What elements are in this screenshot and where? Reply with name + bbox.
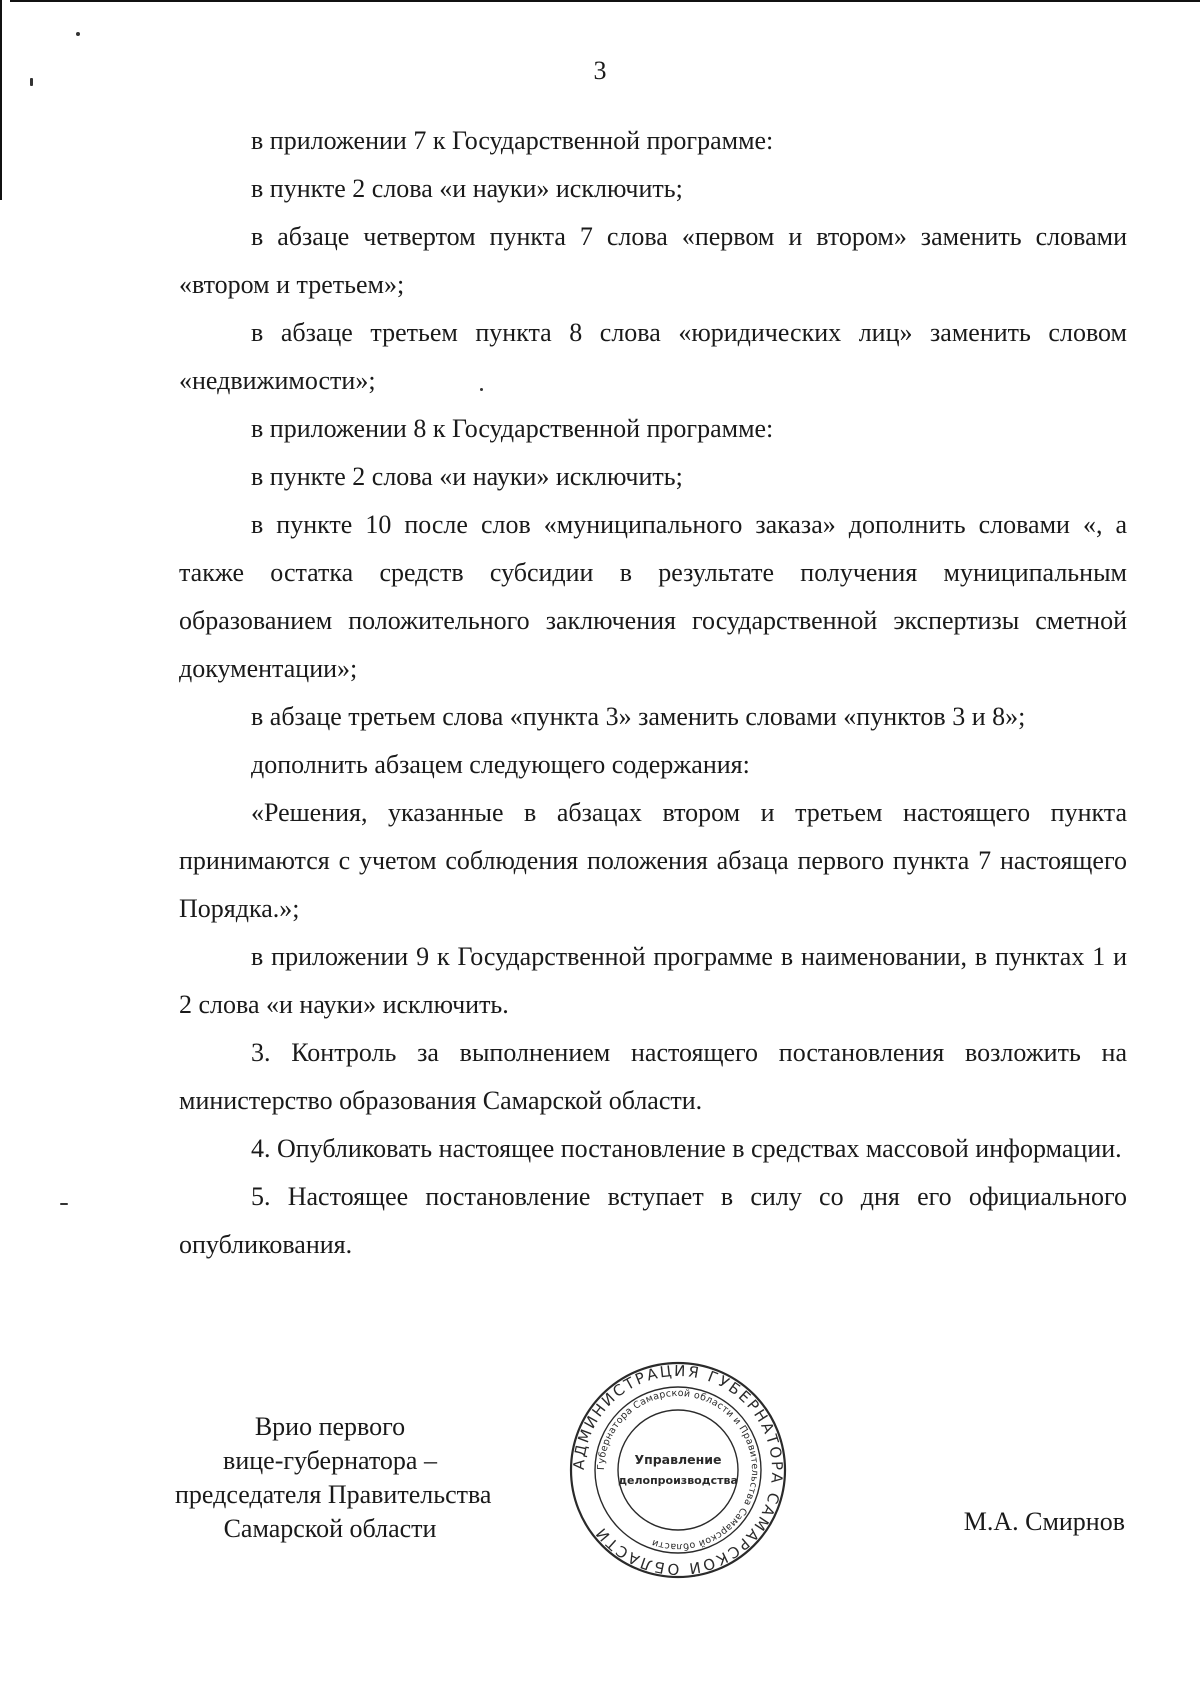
signatory-title-line: Самарской области (223, 1514, 437, 1543)
stamp-center-line: Управление (634, 1452, 722, 1467)
paragraph: в абзаце четвертом пункта 7 слова «первом и втором» заменить словами «втором и третьем»; (179, 222, 1127, 299)
paragraph: в приложении 7 к Государственной программе: (251, 126, 774, 155)
signatory-title-line: председателя Правительства (175, 1480, 492, 1509)
paragraph: 5. Настоящее постановление вступает в силу со дня его официального опубликования. (179, 1182, 1127, 1259)
stamp-inner-text: Губернатора Самарской области и Правительства Самарской области (595, 1387, 761, 1553)
paragraph: в приложении 9 к Государственной программе в наименовании, в пунктах 1 и 2 слова «и науки» исключить. (179, 942, 1127, 1019)
paragraph: в пункте 2 слова «и науки» исключить; (251, 174, 683, 203)
scan-left-border (0, 0, 2, 200)
stamp-inner-ring (595, 1387, 761, 1553)
document-body (179, 117, 1127, 1269)
paragraph: в приложении 8 к Государственной программе: (251, 414, 774, 443)
scan-speck (60, 1203, 68, 1205)
paragraph: в пункте 2 слова «и науки» исключить; (251, 462, 683, 491)
signatory-title (175, 1410, 492, 1546)
scan-top-border (10, 0, 1200, 2)
signatory-name: М.А. Смирнов (963, 1507, 1125, 1536)
page-number: 3 (593, 56, 607, 85)
signatory-title-line: Врио первого (254, 1412, 406, 1441)
paragraph: 4. Опубликовать настоящее постановление в средствах массовой информации. (251, 1134, 1122, 1163)
stamp-center-ring (618, 1410, 738, 1530)
paragraph: в абзаце третьем слова «пункта 3» заменить словами «пунктов 3 и 8»; (251, 702, 1026, 731)
stamp-outer-text: АДМИНИСТРАЦИЯ ГУБЕРНАТОРА САМАРСКОЙ ОБЛАСТИ (569, 1361, 787, 1579)
paragraph: в пункте 10 после слов «муниципального заказа» дополнить словами «, а также остатка средств субсидии в результате получения муниципальным образованием положительного заключения государственной экспертизы сметной документации»; (179, 510, 1127, 683)
svg-text:Губернатора Самарской области (596, 1388, 760, 1552)
paragraph: в абзаце третьем пункта 8 слова «юридических лиц» заменить словом «недвижимости»; (179, 318, 1127, 395)
official-stamp (568, 1360, 788, 1580)
signatory-title-line: вице-губернатора – (223, 1446, 437, 1475)
paragraph: дополнить абзацем следующего содержания: (251, 750, 750, 779)
paragraph: 3. Контроль за выполнением настоящего постановления возложить на министерство образования Самарской области. (179, 1038, 1127, 1115)
stamp-center-line: делопроизводства (618, 1474, 738, 1487)
scan-speck (76, 32, 80, 36)
paragraph: «Решения, указанные в абзацах втором и третьем настоящего пункта принимаются с учетом соблюдения положения абзаца первого пункта 7 настоящего Порядка.»; (179, 798, 1127, 923)
